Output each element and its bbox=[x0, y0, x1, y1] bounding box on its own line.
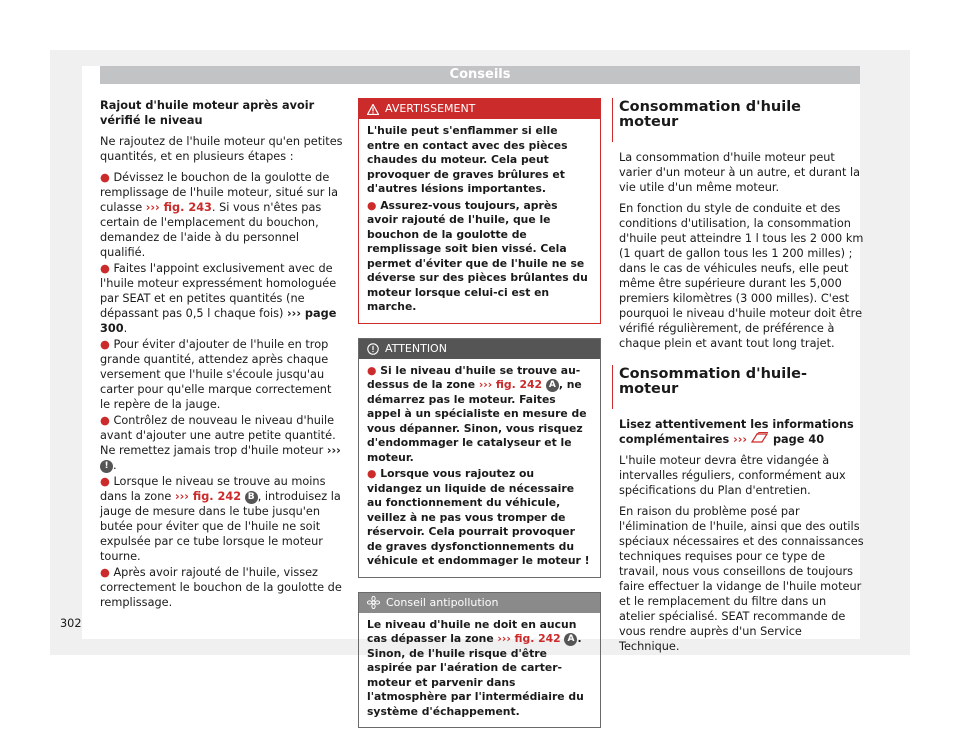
marker-badge: A bbox=[564, 633, 577, 646]
ref-link[interactable]: ››› bbox=[326, 444, 341, 457]
list-item: ● Contrôlez de nouveau le niveau d'huile avant d'ajouter une autre petite quantité. Ne remettez jamais trop d'huile moteur ››› ! . bbox=[100, 414, 341, 472]
subsection-heading: Rajout d'huile moteur après avoir vérifié le niveau bbox=[100, 99, 315, 127]
section-heading-block bbox=[612, 98, 864, 142]
fig-link[interactable]: ››› fig. 242 bbox=[478, 378, 543, 391]
bullet-icon: ● bbox=[367, 198, 377, 212]
warning-triangle-icon bbox=[367, 104, 379, 115]
warning-body bbox=[359, 119, 600, 323]
list-item: ● Faites l'appoint exclusivement avec de l'huile moteur expressément homologuée par SEAT et en petites quantités (ne dépassant pas 0,5 l chaque fois) ››› page 300. bbox=[100, 262, 337, 335]
paragraph: Lisez attentivement les informations complémentaires ››› page 40 bbox=[619, 418, 854, 446]
eco-body bbox=[359, 613, 600, 728]
bullet-icon: ● bbox=[100, 566, 110, 579]
bullet-icon: ● bbox=[367, 363, 377, 377]
bullet-icon: ● bbox=[100, 262, 110, 275]
page-number: 302 bbox=[60, 617, 82, 630]
list-item: ● Lorsque vous rajoutez ou vidangez un liquide de nécessaire au fonctionnement du véhicule, veillez à ne pas vous tromper de réservoir. Cela pourrait provoquer de graves dysfonctionnements du véhicule et endommager le moteur ! bbox=[367, 467, 590, 567]
bullet-icon: ● bbox=[100, 338, 110, 351]
list-item: ● Dévissez le bouchon de la goulotte de remplissage de l'huile moteur, situé sur la culasse ››› fig. 243. Si vous n'êtes pas certain de l'emplacement du bouchon, demandez de l'aide à du personnel qualifié. bbox=[100, 171, 339, 259]
warning-header bbox=[359, 99, 600, 119]
warning-label: AVERTISSEMENT bbox=[385, 102, 476, 115]
list-item: ● Pour éviter d'ajouter de l'huile en trop grande quantité, attendez après chaque versement que l'huile s'écoule jusqu'au carter pour qu'elle marque correctement le repère de la jauge. bbox=[100, 338, 332, 411]
list-item: ● Si le niveau d'huile se trouve au-dessus de la zone ››› fig. 242 A , ne démarrez pas le moteur. Faites appel à un spécialiste en mesure de vous dépanner. Sinon, vous risquez d'endommager le catalyseur et le moteur. bbox=[367, 363, 587, 464]
attention-header bbox=[359, 339, 600, 359]
fig-link[interactable]: ››› fig. 242 bbox=[497, 632, 561, 645]
paragraph: L'huile moteur devra être vidangée à intervalles réguliers, conformément aux spécifications du Plan d'entretien. bbox=[619, 454, 846, 497]
intro-text: Ne rajoutez de l'huile moteur qu'en petites quantités, et en plusieurs étapes : bbox=[100, 135, 343, 163]
section-heading-block bbox=[612, 365, 864, 409]
eco-label: Conseil antipollution bbox=[386, 595, 499, 609]
list-item: ● Assurez-vous toujours, après avoir rajouté de l'huile, que le bouchon de la goulotte de remplissage soit bien vissé. Cela permet d'éviter que de l'huile ne se déverse sur des pièces brûlantes du moteur lorsque celui-ci est en marche. bbox=[367, 198, 588, 313]
attention-box bbox=[358, 338, 601, 578]
list-item: ● Après avoir rajouté de l'huile, vissez correctement le bouchon de la goulotte de remplissage. bbox=[100, 566, 342, 609]
warning-box bbox=[358, 98, 601, 324]
attention-badge-icon: ! bbox=[100, 460, 113, 473]
bullet-icon: ● bbox=[100, 475, 110, 488]
bullet-icon: ● bbox=[367, 467, 377, 480]
eco-text: Le niveau d'huile ne doit en aucun cas dépasser la zone ››› fig. 242 A . Sinon, de l'huile risque d'être aspirée par l'aération de carter-moteur et parvenir dans l'atmosphère par l'intermédiaire du système d'échappement. bbox=[367, 617, 584, 718]
marker-badge: B bbox=[245, 491, 258, 504]
fig-link[interactable]: ››› fig. 242 bbox=[174, 490, 242, 503]
page-link[interactable]: ››› page 300 bbox=[100, 307, 337, 335]
section-title: Consommation d'huile moteur bbox=[619, 99, 801, 130]
paragraph: En raison du problème posé par l'élimination de l'huile, ainsi que des outils spéciaux nécessaires et des connaissances techniques requises pour ce type de travail, nous vous conseillons de toujours faire effectuer la vidange de l'huile moteur et le remplacement du filtre dans un atelier spécialisé. SEAT recommande de vous rendre auprès d'un Service Technique. bbox=[619, 505, 864, 653]
warning-text: L'huile peut s'enflammer si elle entre en contact avec des pièces chaudes du moteur. Cela peut provoquer de graves brûlures et d'autres lésions importantes. bbox=[367, 124, 568, 195]
leaf-flower-icon bbox=[367, 596, 380, 609]
ref-link[interactable]: ››› bbox=[733, 433, 748, 446]
fig-link[interactable]: ››› fig. 243 bbox=[145, 201, 212, 214]
column-left bbox=[100, 98, 345, 611]
paragraph: La consommation d'huile moteur peut varier d'un moteur à un autre, et durant la vie utile d'un même moteur. bbox=[619, 151, 861, 194]
bullet-icon: ● bbox=[100, 171, 110, 184]
info-circle-icon bbox=[367, 343, 379, 355]
eco-header bbox=[359, 593, 600, 613]
column-right bbox=[619, 98, 864, 660]
section-header: Conseils bbox=[100, 66, 860, 84]
column-middle bbox=[358, 98, 601, 742]
attention-body bbox=[359, 359, 600, 577]
bullet-icon: ● bbox=[100, 414, 110, 427]
marker-badge: A bbox=[546, 379, 559, 392]
paragraph: En fonction du style de conduite et des conditions d'utilisation, la consommation d'huile peut atteindre 1 l tous les 2 000 km (1 quart de gallon tous les 1 200 milles) ; dans le cas de véhicules neufs, elle peut même être supérieure durant les 5,000 premiers kilomètres (3 000 milles). C'est pourquoi le niveau d'huile moteur doit être vérifié régulièrement, de préférence à chaque plein et avant tout long trajet. bbox=[619, 202, 864, 350]
section-title: Consommation d'huile-moteur bbox=[619, 366, 808, 397]
attention-label: ATTENTION bbox=[385, 341, 447, 355]
list-item: ● Lorsque le niveau se trouve au moins dans la zone ››› fig. 242 B , introduisez la jauge de mesure dans le tube jusqu'en butée pour éviter que de l'huile ne soit expulsée par ce tube lorsque le moteur tourne. bbox=[100, 475, 341, 563]
book-reference-icon bbox=[751, 432, 769, 443]
